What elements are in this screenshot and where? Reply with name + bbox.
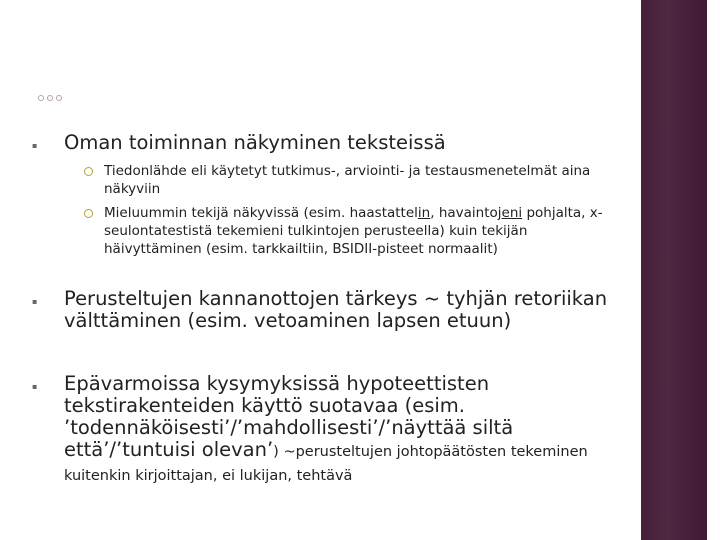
- sub-bullet-marker-icon: [84, 209, 93, 218]
- bullet-marker-icon: ▪: [32, 141, 38, 150]
- underlined-word: eni: [501, 205, 523, 221]
- bullet-3-tail: ) ~perusteltujen johtopäätösten tekeminen kuitenkin kirjoittajan, ei lukijan, tehtävä: [64, 444, 588, 484]
- bullet-2-text: Perusteltujen kannanottojen tärkeys ~ tyhjän retoriikan välttäminen (esim. vetoaminen lapsen etuun): [64, 287, 608, 332]
- circle-icon: [47, 95, 53, 101]
- circle-icon: [38, 95, 44, 101]
- sub-bullet-2-part: Mieluummin tekijä näkyvissä (esim. haastattel: [104, 205, 418, 221]
- bullet-marker-icon: ▪: [32, 382, 38, 391]
- sub-bullet-2-part: , havaintoj: [430, 205, 502, 221]
- circle-icon: [56, 95, 62, 101]
- sub-bullet-2-part: pohjalta, x-seulontatestistä tekemieni tulkintojen perusteella) kuin tekijän häivyttäminen (esim. tarkkailtiin, BSIDII-pisteet normaalit): [104, 205, 603, 257]
- sub-bullet-1-text: Tiedonlähde eli käytetyt tutkimus-, arviointi- ja testausmenetelmät aina näkyviin: [104, 163, 591, 197]
- bullet-marker-icon: ▪: [32, 297, 38, 306]
- bullet-3-text: [64, 373, 624, 487]
- sub-bullet-marker-icon: [84, 167, 93, 176]
- bullet-3-main: Epävarmoissa kysymyksissä hypoteettisten tekstirakenteiden käyttö suotavaa (esim. ’todennäköisesti’/’mahdollisesti’/’näyttää siltä että’/’tuntuisi olevan’: [64, 372, 514, 461]
- side-accent-band: [641, 0, 707, 540]
- bullet-1-text: Oman toiminnan näkyminen teksteissä: [64, 131, 446, 154]
- decorative-circles: [38, 95, 62, 101]
- side-band-edge: [707, 0, 720, 540]
- underlined-word: in: [417, 205, 431, 221]
- sub-bullet-2-text: [104, 204, 624, 258]
